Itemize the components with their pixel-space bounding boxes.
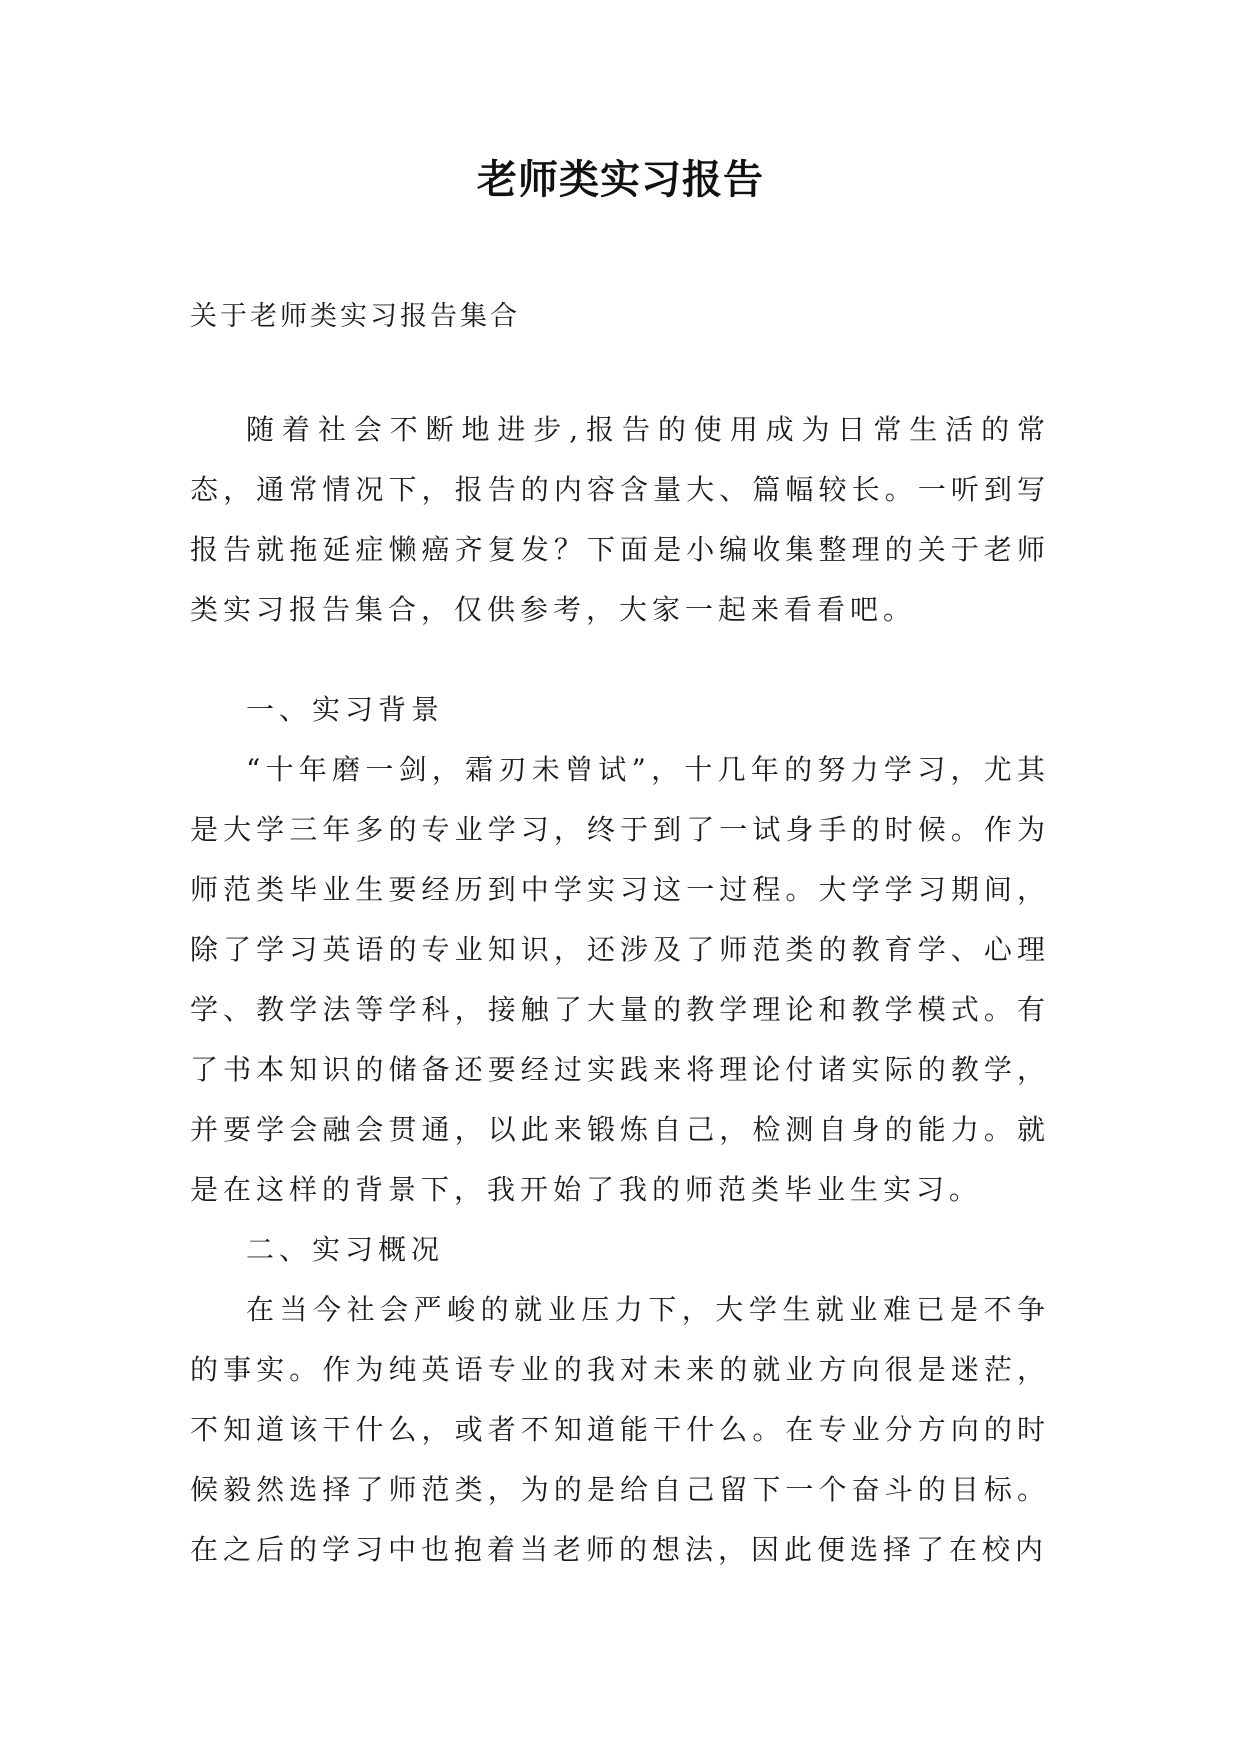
document-subtitle: 关于老师类实习报告集合 <box>190 301 520 332</box>
intro-section <box>190 400 1050 640</box>
section-heading-overview: 二、实习概况 <box>246 1233 445 1266</box>
section-paragraph-overview: 在当今社会严峻的就业压力下，大学生就业难已是不争的事实。作为纯英语专业的我对未来的就业方向很是迷茫，不知道该干什么，或者不知道能干什么。在专业分方向的时候毅然选择了师范类，为的是给自己留下一个奋斗的目标。在之后的学习中也抱着当老师的想法，因此便选择了在校内 <box>190 1293 1050 1566</box>
section-heading-background: 一、实习背景 <box>246 693 445 726</box>
intro-paragraph: 随着社会不断地进步,报告的使用成为日常生活的常态，通常情况下，报告的内容含量大、篇幅较长。一听到写报告就拖延症懒癌齐复发？下面是小编收集整理的关于老师类实习报告集合，仅供参考，大家一起来看看吧。 <box>190 413 1050 626</box>
main-section <box>190 680 1050 1580</box>
document-title: 老师类实习报告 <box>477 156 764 203</box>
section-paragraph-background: “十年磨一剑，霜刃未曾试”，十几年的努力学习，尤其是大学三年多的专业学习，终于到了一试身手的时候。作为师范类毕业生要经历到中学实习这一过程。大学学习期间，除了学习英语的专业知识，还涉及了师范类的教育学、心理学、教学法等学科，接触了大量的教学理论和教学模式。有了书本知识的储备还要经过实践来将理论付诸实际的教学，并要学会融会贯通，以此来锻炼自己，检测自身的能力。就是在这样的背景下，我开始了我的师范类毕业生实习。 <box>190 753 1050 1206</box>
